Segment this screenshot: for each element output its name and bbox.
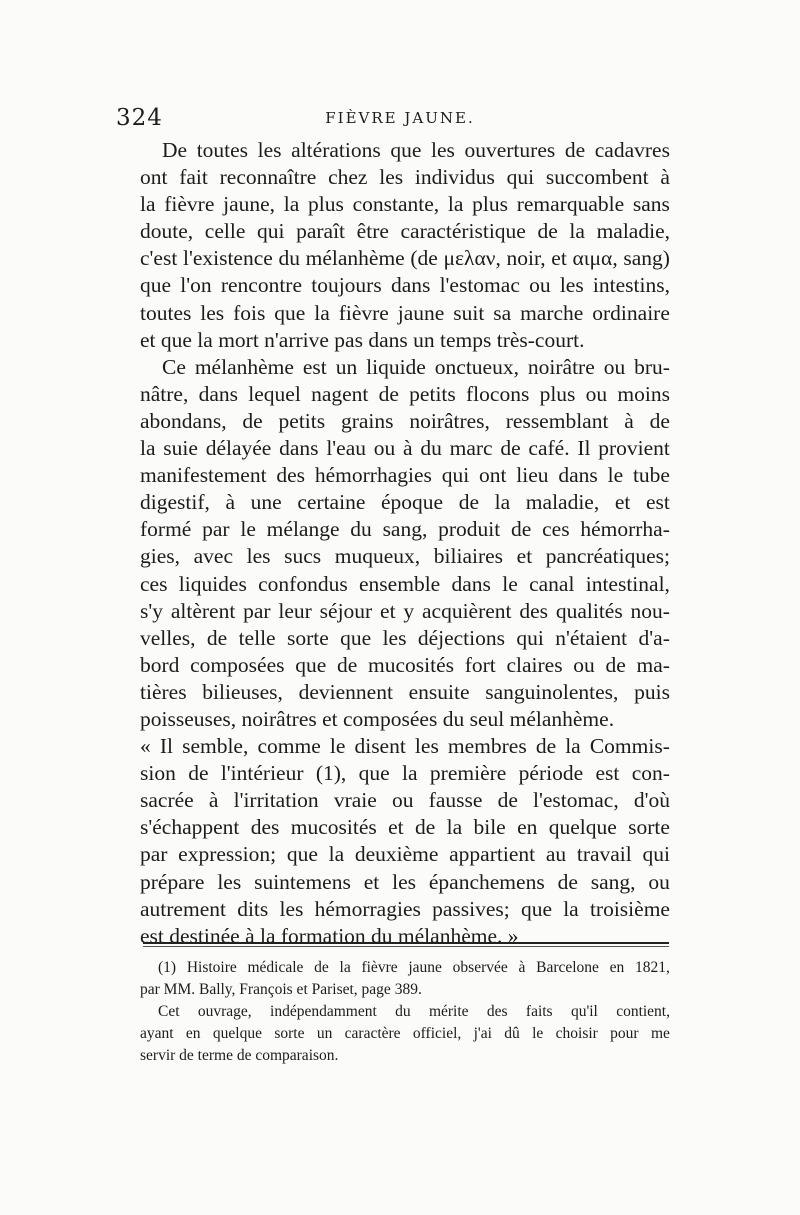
text-line: s'échappent des mucosités et de la bile en quelque sorte [140,815,670,840]
text-line: sacrée à l'irritation vraie ou fausse de l'estomac, d'où [140,788,670,813]
text-line: est destinée à la formation du mélanhème. » [140,923,519,948]
text-line: velles, de telle sorte que les déjections qui n'étaient d'a- [140,625,670,650]
text-line: c'est l'existence du mélanhème (de μελαν, noir, et αιμα, sang) [140,246,670,271]
text-line: la suie délayée dans l'eau ou à du marc de café. Il provient [140,436,670,461]
footnote-line: par MM. Bally, François et Pariset, page 389. [140,981,422,998]
text-line: De toutes les altérations que les ouvertures de cadavres [162,138,670,162]
footnote-line: (1) Histoire médicale de la fièvre jaune observée à Barcelone en 1821, [158,959,670,976]
text-line: digestif, à une certaine époque de la maladie, et est [140,490,670,515]
text-line: doute, celle qui paraît être caractéristique de la maladie, [140,219,670,244]
footnote [140,957,670,1067]
text-line: toutes les fois que la fièvre jaune suit sa marche ordinaire [140,300,670,325]
text-line: formé par le mélange du sang, produit de ces hémorrha- [140,517,670,542]
page-number: 324 [116,105,163,131]
text-line: bord composées que de mucosités fort claires ou de ma- [140,652,670,677]
footnote-line: servir de terme de comparaison. [140,1047,339,1064]
footnote-line: ayant en quelque sorte un caractère officiel, j'ai dû le choisir pour me [140,1025,670,1042]
text-line: poisseuses, noirâtres et composées du seul mélanhème. [140,706,615,731]
text-line: ont fait reconnaître chez les individus qui succombent à [140,165,670,190]
text-line: sion de l'intérieur (1), que la première période est con- [140,761,670,786]
footnote-rule-thin [143,946,669,947]
text-line: et que la mort n'arrive pas dans un temps très-court. [140,327,585,352]
text-line: « Il semble, comme le disent les membres de la Commis- [140,734,670,759]
text-line: par expression; que la deuxième appartient au travail qui [140,842,670,867]
text-line: prépare les suintemens et les épanchemens de sang, ou [140,869,670,894]
text-line: autrement dits les hémorragies passives; que la troisième [140,896,670,921]
text-line: tières bilieuses, deviennent ensuite sanguinolentes, puis [140,679,670,704]
text-line: que l'on rencontre toujours dans l'estomac ou les intestins, [140,273,670,298]
text-line: abondans, de petits grains noirâtres, ressemblant à de [140,408,670,433]
text-line: manifestement des hémorrhagies qui ont lieu dans le tube [140,463,670,488]
text-line: nâtre, dans lequel nagent de petits flocons plus ou moins [140,381,670,406]
text-line: ces liquides confondus ensemble dans le canal intestinal, [140,571,670,596]
text-line: Ce mélanhème est un liquide onctueux, noirâtre ou bru- [162,354,670,379]
text-line: s'y altèrent par leur séjour et y acquièrent des qualités nou- [140,598,670,623]
text-line: gies, avec les sucs muqueux, biliaires et pancréatiques; [140,544,670,569]
body-text [140,137,670,950]
text-line: la fièvre jaune, la plus constante, la plus remarquable sans [140,192,670,217]
footnote-rule [143,942,669,944]
footnote-line: Cet ouvrage, indépendamment du mérite des faits qu'il contient, [158,1003,670,1020]
running-title: FIÈVRE JAUNE. [325,109,475,127]
